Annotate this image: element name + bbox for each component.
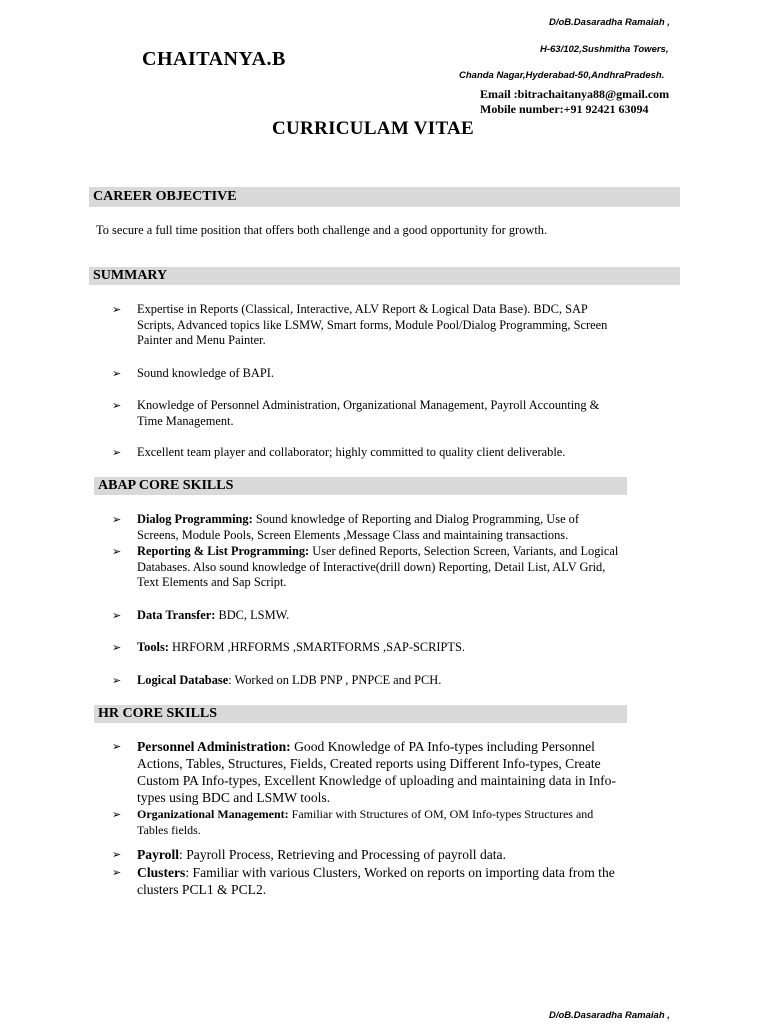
section-heading-label: CAREER OBJECTIVE — [93, 189, 237, 204]
section-heading-abap-core-skills — [94, 477, 627, 495]
skill-text: : Familiar with various Clusters, Worked on reports on importing data from the — [185, 865, 615, 880]
arrow-bullet-icon: ➢ — [112, 848, 122, 861]
skill-label: Logical Database — [137, 673, 229, 687]
arrow-bullet-icon: ➢ — [112, 545, 122, 558]
arrow-bullet-icon: ➢ — [112, 513, 122, 526]
skill-text: Good Knowledge of PA Info-types including Personnel — [290, 739, 595, 754]
arrow-bullet-icon: ➢ — [112, 740, 122, 753]
arrow-bullet-icon: ➢ — [112, 399, 122, 412]
header-address-line2: Chanda Nagar,Hyderabad-50,AndhraPradesh. — [459, 70, 665, 81]
skill-text: Databases. Also sound knowledge of Interactive(drill down) Reporting, Detail List, ALV Grid, — [137, 559, 606, 574]
arrow-bullet-icon: ➢ — [112, 609, 122, 622]
mobile-number: Mobile number:+91 92421 63094 — [480, 102, 649, 116]
summary-line: Sound knowledge of BAPI. — [137, 366, 274, 380]
summary-line: Scripts, Advanced topics like LSMW, Smart forms, Module Pool/Dialog Programming, Screen — [137, 317, 608, 332]
section-heading-label: SUMMARY — [93, 268, 168, 283]
skill-text: types using BDC and LSMW tools. — [137, 790, 331, 805]
skill-label: Payroll — [137, 847, 180, 862]
candidate-name: CHAITANYA.B — [142, 48, 286, 70]
summary-line: Painter and Menu Painter. — [137, 333, 266, 348]
skill-text: Actions, Tables, Structures, Fields, Created reports using Different Info-types, Create — [137, 756, 601, 771]
skill-text: Text Elements and Sap Script. — [137, 575, 287, 590]
arrow-bullet-icon: ➢ — [112, 367, 122, 380]
document-title: CURRICULAM VITAE — [272, 118, 475, 139]
arrow-bullet-icon: ➢ — [112, 866, 122, 879]
summary-line: Time Management. — [137, 413, 234, 428]
skill-label: Reporting & List Programming: — [137, 544, 310, 558]
skill-label: Dialog Programming: — [137, 512, 253, 526]
skill-label: Organizational Management: — [137, 807, 289, 821]
skill-text: : Worked on LDB PNP , PNPCE and PCH. — [228, 673, 442, 687]
arrow-bullet-icon: ➢ — [112, 674, 122, 687]
skill-text: BDC, LSMW. — [215, 608, 290, 622]
summary-line: Expertise in Reports (Classical, Interactive, ALV Report & Logical Data Base). BDC, SAP — [137, 302, 588, 316]
arrow-bullet-icon: ➢ — [112, 446, 122, 459]
skill-label: Clusters — [137, 865, 186, 880]
skill-text: Sound knowledge of Reporting and Dialog Programming, Use of — [252, 512, 579, 526]
skill-label: Personnel Administration: — [137, 739, 291, 754]
skill-label: Tools: — [137, 640, 169, 654]
career-objective-text: To secure a full time position that offers both challenge and a good opportunity for growth. — [96, 223, 548, 237]
summary-line: Knowledge of Personnel Administration, Organizational Management, Payroll Accounting & — [137, 398, 600, 412]
header-address-line1: H-63/102,Sushmitha Towers, — [540, 44, 669, 55]
skill-text: : Payroll Process, Retrieving and Processing of payroll data. — [179, 847, 506, 862]
email: Email :bitrachaitanya88@gmail.com — [480, 87, 670, 101]
skill-text: Familiar with Structures of OM, OM Info-types Structures and — [288, 807, 594, 821]
skill-text: Screens, Module Pools, Screen Elements ,Message Class and maintaining transactions. — [137, 527, 569, 542]
skill-text: HRFORM ,HRFORMS ,SMARTFORMS ,SAP-SCRIPTS. — [168, 640, 465, 654]
skill-label: Data Transfer: — [137, 608, 216, 622]
summary-line: Excellent team player and collaborator; highly committed to quality client deliverable. — [137, 445, 566, 459]
arrow-bullet-icon: ➢ — [112, 641, 122, 654]
arrow-bullet-icon: ➢ — [112, 303, 122, 316]
skill-text: User defined Reports, Selection Screen, Variants, and Logical — [309, 544, 619, 558]
footer-dob: D/oB.Dasaradha Ramaiah , — [549, 1010, 670, 1021]
skill-text: clusters PCL1 & PCL2. — [137, 882, 267, 897]
arrow-bullet-icon: ➢ — [112, 808, 122, 821]
header-dob: D/oB.Dasaradha Ramaiah , — [549, 17, 670, 28]
section-heading-hr-core-skills — [94, 705, 627, 723]
section-heading-label: HR CORE SKILLS — [98, 706, 218, 721]
section-heading-career-objective — [89, 187, 680, 207]
skill-text: Custom PA Info-types, Excellent Knowledge of uploading and maintaining data in Info- — [137, 773, 616, 788]
skill-text: Tables fields. — [137, 822, 201, 837]
section-heading-label: ABAP CORE SKILLS — [98, 478, 234, 493]
section-heading-summary — [89, 267, 680, 285]
